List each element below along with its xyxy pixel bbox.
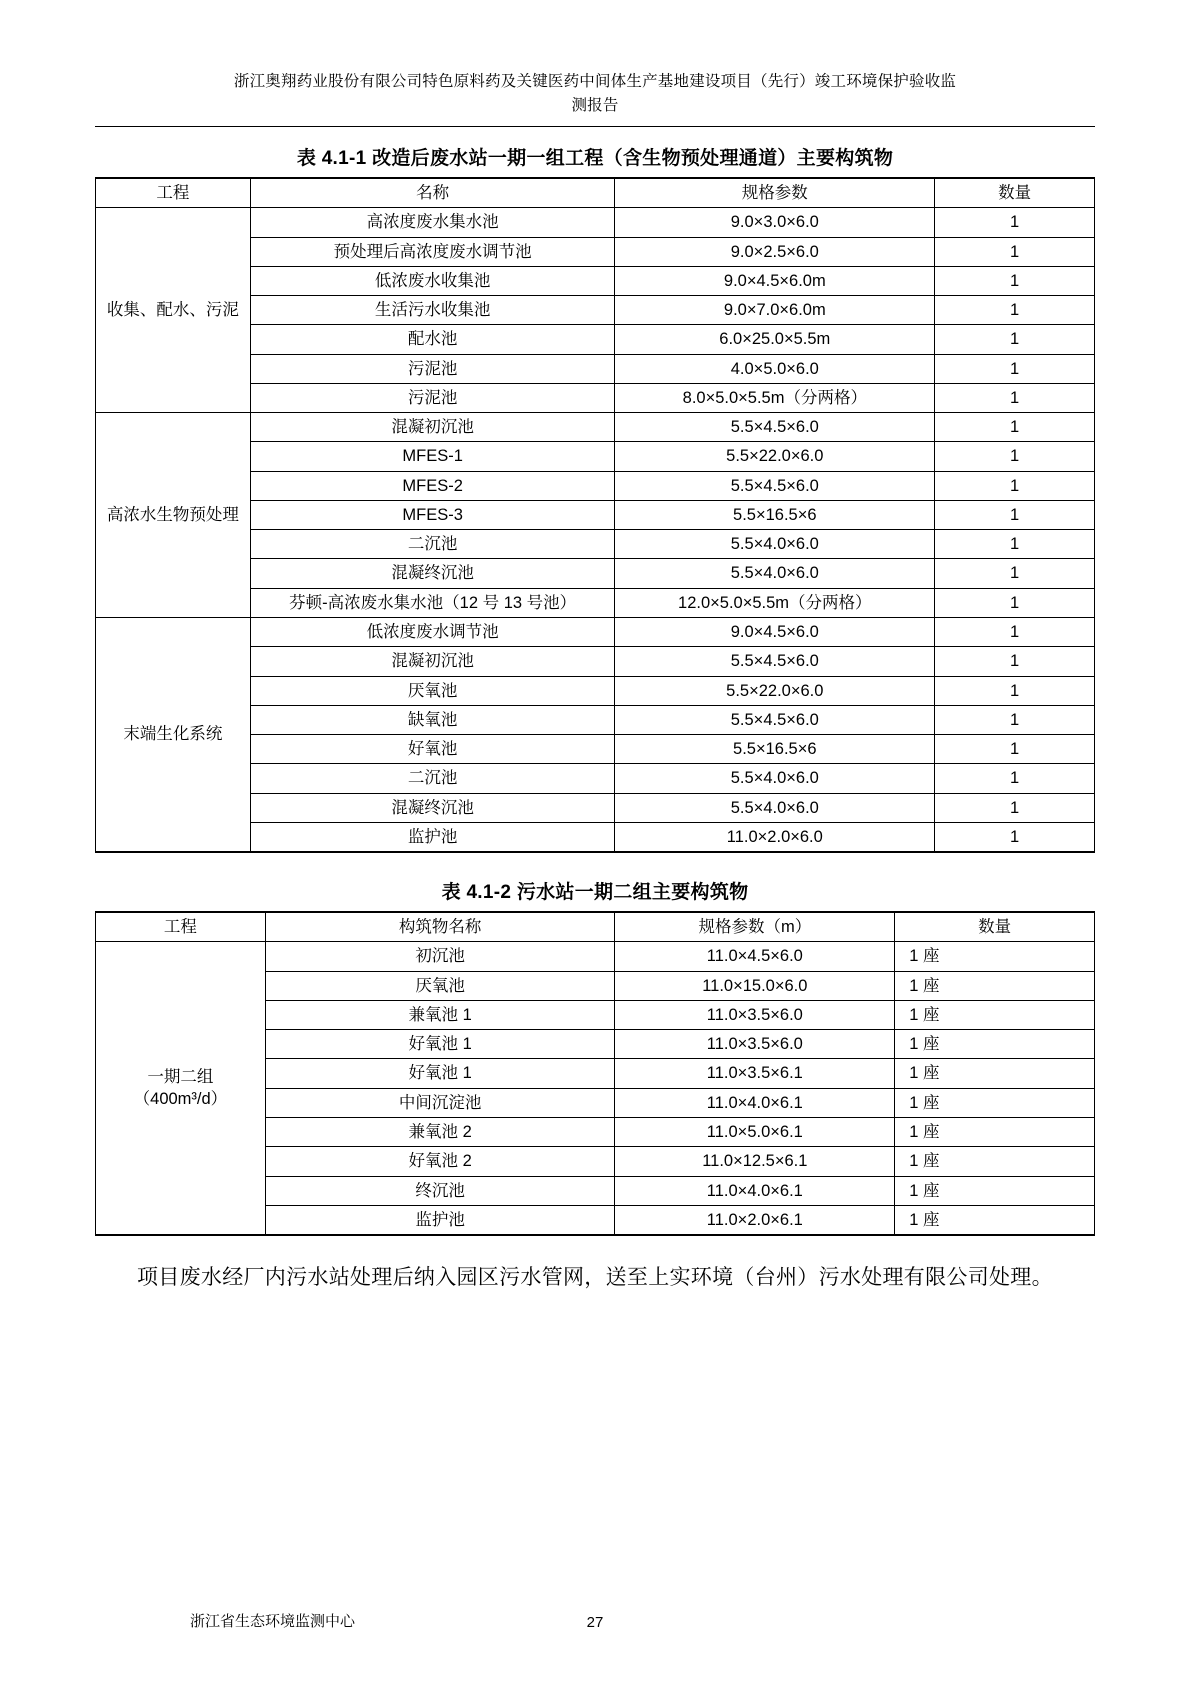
cell-name: 混凝初沉池 <box>250 413 615 442</box>
cell-qty: 1 座 <box>895 1205 1095 1235</box>
column-header-qty: 数量 <box>935 178 1095 208</box>
cell-spec: 5.5×22.0×6.0 <box>615 676 935 705</box>
cell-qty: 1 <box>935 266 1095 295</box>
cell-spec: 5.5×16.5×6 <box>615 500 935 529</box>
cell-name: MFES-1 <box>250 442 615 471</box>
table2-title: 表 4.1-2 污水站一期二组主要构筑物 <box>441 882 749 904</box>
cell-spec: 11.0×15.0×6.0 <box>615 971 895 1000</box>
cell-name: 高浓度废水集水池 <box>250 208 615 237</box>
cell-name: 缺氧池 <box>250 705 615 734</box>
cell-name: 混凝初沉池 <box>250 647 615 676</box>
cell-qty: 1 座 <box>895 1088 1095 1117</box>
table-header-row <box>96 178 1095 208</box>
cell-spec: 5.5×16.5×6 <box>615 735 935 764</box>
group-label-terminal-biochemical: 末端生化系统 <box>96 618 251 853</box>
cell-spec: 5.5×4.5×6.0 <box>615 471 935 500</box>
cell-spec: 9.0×4.5×6.0m <box>615 266 935 295</box>
table-main-structures-group1 <box>95 177 1095 853</box>
footer-organization: 浙江省生态环境监测中心 <box>190 1613 356 1630</box>
cell-qty: 1 <box>935 500 1095 529</box>
cell-spec: 4.0×5.0×6.0 <box>615 354 935 383</box>
cell-spec: 5.5×4.0×6.0 <box>615 764 935 793</box>
table-row <box>96 413 1095 442</box>
group-label-collection: 收集、配水、污泥 <box>96 208 251 413</box>
cell-name: 好氧池 1 <box>265 1030 615 1059</box>
cell-name: 二沉池 <box>250 764 615 793</box>
header-divider <box>95 126 1095 127</box>
table-row <box>96 208 1095 237</box>
cell-spec: 5.5×4.0×6.0 <box>615 559 935 588</box>
table1-title: 表 4.1-1 改造后废水站一期一组工程（含生物预处理通道）主要构筑物 <box>296 148 894 170</box>
table-row <box>96 618 1095 647</box>
cell-spec: 5.5×4.5×6.0 <box>615 647 935 676</box>
cell-spec: 5.5×22.0×6.0 <box>615 442 935 471</box>
cell-qty: 1 座 <box>895 942 1095 971</box>
cell-spec: 6.0×25.0×5.5m <box>615 325 935 354</box>
cell-name: 好氧池 1 <box>265 1059 615 1088</box>
cell-spec: 11.0×2.0×6.0 <box>615 822 935 852</box>
cell-spec: 11.0×4.0×6.1 <box>615 1176 895 1205</box>
cell-spec: 5.5×4.5×6.0 <box>615 413 935 442</box>
group-label-line1: 一期二组 <box>147 1067 214 1086</box>
cell-qty: 1 <box>935 793 1095 822</box>
cell-name: 好氧池 <box>250 735 615 764</box>
cell-name: 厌氧池 <box>265 971 615 1000</box>
cell-qty: 1 <box>935 559 1095 588</box>
cell-name: 好氧池 2 <box>265 1147 615 1176</box>
cell-name: 初沉池 <box>265 942 615 971</box>
cell-name: 兼氧池 2 <box>265 1118 615 1147</box>
cell-name: 监护池 <box>265 1205 615 1235</box>
cell-qty: 1 <box>935 471 1095 500</box>
page-number: 27 <box>586 1614 604 1631</box>
cell-qty: 1 <box>935 296 1095 325</box>
cell-qty: 1 座 <box>895 1176 1095 1205</box>
cell-spec: 5.5×4.0×6.0 <box>615 530 935 559</box>
cell-qty: 1 <box>935 764 1095 793</box>
cell-spec: 5.5×4.5×6.0 <box>615 705 935 734</box>
group-label-high-conc-pretreatment: 高浓水生物预处理 <box>96 413 251 618</box>
cell-name: 混凝终沉池 <box>250 793 615 822</box>
cell-qty: 1 座 <box>895 1147 1095 1176</box>
cell-name: 兼氧池 1 <box>265 1000 615 1029</box>
cell-spec: 12.0×5.0×5.5m（分两格） <box>615 588 935 617</box>
cell-name: 污泥池 <box>250 354 615 383</box>
cell-name: MFES-3 <box>250 500 615 529</box>
cell-name: 预处理后高浓度废水调节池 <box>250 237 615 266</box>
column-header-qty: 数量 <box>895 912 1095 942</box>
cell-name: 厌氧池 <box>250 676 615 705</box>
group-label-phase1-team2 <box>96 942 266 1235</box>
cell-spec: 9.0×3.0×6.0 <box>615 208 935 237</box>
cell-qty: 1 <box>935 530 1095 559</box>
cell-qty: 1 <box>935 208 1095 237</box>
column-header-project: 工程 <box>96 178 251 208</box>
cell-qty: 1 <box>935 705 1095 734</box>
body-paragraph: 项目废水经厂内污水站处理后纳入园区污水管网，送至上实环境（台州）污水处理有限公司处理。 <box>137 1265 1053 1290</box>
cell-name: 混凝终沉池 <box>250 559 615 588</box>
cell-qty: 1 座 <box>895 1000 1095 1029</box>
header-line-2: 测报告 <box>571 97 619 115</box>
cell-qty: 1 <box>935 383 1095 412</box>
cell-name: 二沉池 <box>250 530 615 559</box>
cell-qty: 1 座 <box>895 1118 1095 1147</box>
column-header-structure-name: 构筑物名称 <box>265 912 615 942</box>
cell-spec: 11.0×3.5×6.0 <box>615 1030 895 1059</box>
cell-spec: 11.0×3.5×6.1 <box>615 1059 895 1088</box>
cell-spec: 9.0×4.5×6.0 <box>615 618 935 647</box>
cell-spec: 9.0×7.0×6.0m <box>615 296 935 325</box>
table-main-structures-group2 <box>95 911 1095 1236</box>
cell-spec: 11.0×12.5×6.1 <box>615 1147 895 1176</box>
cell-qty: 1 <box>935 237 1095 266</box>
cell-spec: 9.0×2.5×6.0 <box>615 237 935 266</box>
column-header-name: 名称 <box>250 178 615 208</box>
cell-name: 低浓度废水调节池 <box>250 618 615 647</box>
cell-name: 监护池 <box>250 822 615 852</box>
cell-qty: 1 <box>935 676 1095 705</box>
cell-spec: 11.0×4.0×6.1 <box>615 1088 895 1117</box>
cell-qty: 1 座 <box>895 1030 1095 1059</box>
table-header-row <box>96 912 1095 942</box>
table-row <box>96 942 1095 971</box>
cell-spec: 8.0×5.0×5.5m（分两格） <box>615 383 935 412</box>
cell-spec: 11.0×4.5×6.0 <box>615 942 895 971</box>
page-header <box>95 70 1095 118</box>
cell-qty: 1 <box>935 588 1095 617</box>
cell-qty: 1 座 <box>895 971 1095 1000</box>
cell-qty: 1 <box>935 325 1095 354</box>
header-line-1: 浙江奥翔药业股份有限公司特色原料药及关键医药中间体生产基地建设项目（先行）竣工环境保护验收监 <box>233 73 957 90</box>
cell-qty: 1 <box>935 413 1095 442</box>
cell-name: 芬顿-高浓废水集水池（12 号 13 号池） <box>250 588 615 617</box>
group-label-line2: （400m³/d） <box>133 1090 228 1109</box>
cell-qty: 1 <box>935 822 1095 852</box>
cell-qty: 1 <box>935 442 1095 471</box>
cell-name: 终沉池 <box>265 1176 615 1205</box>
cell-spec: 11.0×5.0×6.1 <box>615 1118 895 1147</box>
cell-spec: 11.0×3.5×6.0 <box>615 1000 895 1029</box>
cell-name: 中间沉淀池 <box>265 1088 615 1117</box>
cell-name: 低浓废水收集池 <box>250 266 615 295</box>
cell-name: MFES-2 <box>250 471 615 500</box>
cell-qty: 1 <box>935 647 1095 676</box>
cell-qty: 1 <box>935 354 1095 383</box>
column-header-spec: 规格参数（m） <box>615 912 895 942</box>
column-header-spec: 规格参数 <box>615 178 935 208</box>
cell-name: 污泥池 <box>250 383 615 412</box>
cell-spec: 11.0×2.0×6.1 <box>615 1205 895 1235</box>
table-gap <box>95 853 1095 873</box>
cell-qty: 1 <box>935 735 1095 764</box>
cell-spec: 5.5×4.0×6.0 <box>615 793 935 822</box>
column-header-project: 工程 <box>96 912 266 942</box>
cell-qty: 1 <box>935 618 1095 647</box>
cell-name: 配水池 <box>250 325 615 354</box>
cell-name: 生活污水收集池 <box>250 296 615 325</box>
cell-qty: 1 座 <box>895 1059 1095 1088</box>
